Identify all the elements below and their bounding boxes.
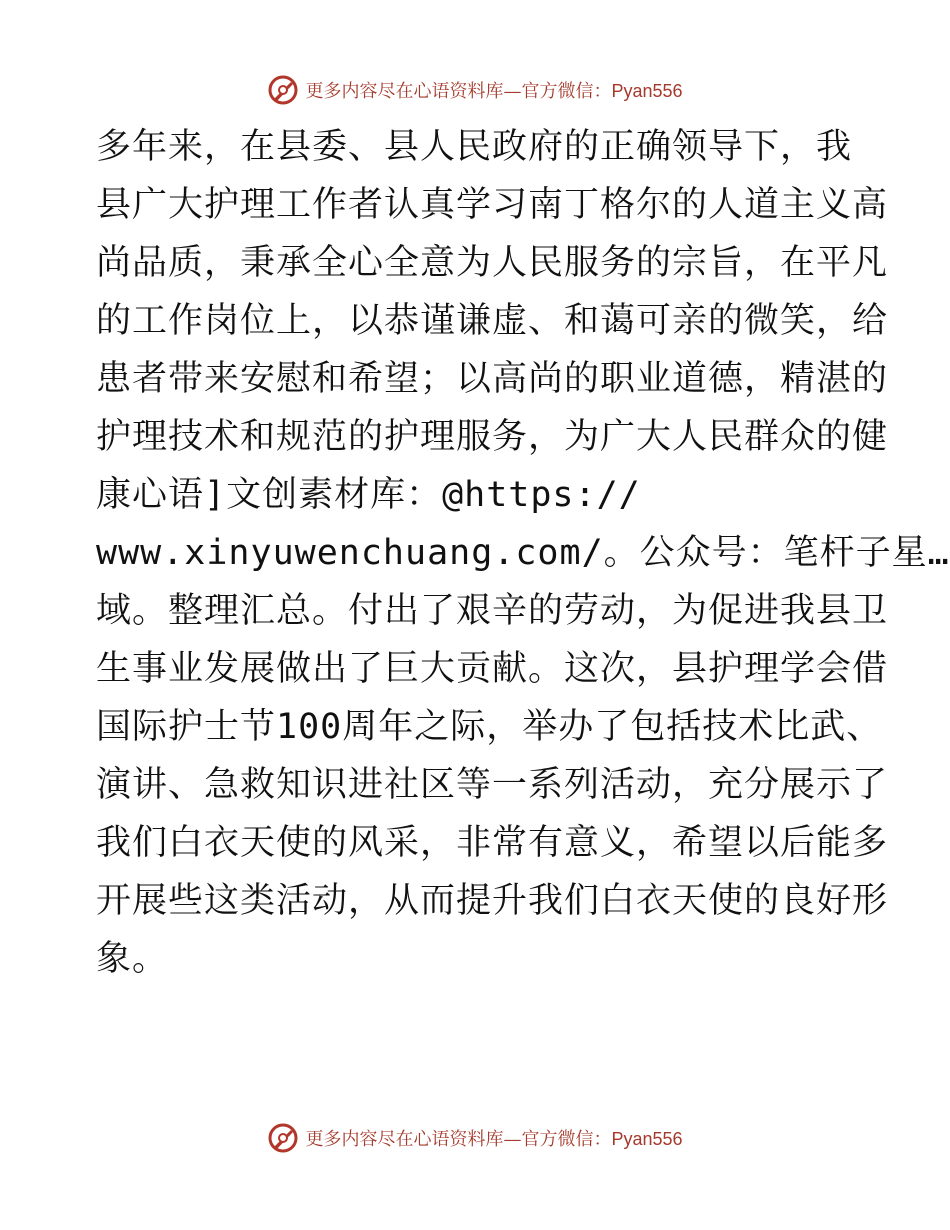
body-line: 国际护士节100周年之际，举办了包括技术比武、: [96, 707, 883, 747]
header-banner: [0, 70, 950, 110]
body-line: 康心语]文创素材库：@https://: [96, 475, 641, 515]
quill-logo-icon: [267, 74, 299, 106]
body-line: 象。: [96, 939, 169, 979]
body-line: 多年来，在县委、县人民政府的正确领导下，我: [96, 127, 853, 167]
wechat-handle: Pyan556: [611, 81, 683, 101]
body-line: 开展些这类活动，从而提升我们白衣天使的良好形: [96, 881, 889, 921]
body-line: 护理技术和规范的护理服务，为广大人民群众的健: [96, 417, 889, 457]
body-line: 域。整理汇总。付出了艰辛的劳动，为促进我县卫: [96, 591, 889, 631]
body-line: 尚品质，秉承全心全意为人民服务的宗旨，在平凡: [96, 243, 889, 283]
footer-banner-text: 更多内容尽在心语资料库—官方微信：Pyan556: [305, 1129, 683, 1150]
body-line: 我们白衣天使的风采，非常有意义，希望以后能多: [96, 823, 889, 863]
body-line: www.xinyuwenchuang.com/。公众号：笔杆子星…: [96, 533, 950, 573]
wechat-handle: Pyan556: [611, 1129, 683, 1149]
body-line: 的工作岗位上，以恭谨谦虚、和蔼可亲的微笑，给: [96, 301, 889, 341]
article-body: [96, 118, 950, 988]
body-line: 患者带来安慰和希望；以高尚的职业道德，精湛的: [96, 359, 889, 399]
header-banner-text: 更多内容尽在心语资料库—官方微信：Pyan556: [305, 81, 683, 102]
body-line: 演讲、急救知识进社区等一系列活动，充分展示了: [96, 765, 889, 805]
quill-logo-icon: [267, 1122, 299, 1154]
body-line: 县广大护理工作者认真学习南丁格尔的人道主义高: [96, 185, 889, 225]
footer-banner: [0, 1118, 950, 1158]
body-line: 生事业发展做出了巨大贡献。这次，县护理学会借: [96, 649, 889, 689]
